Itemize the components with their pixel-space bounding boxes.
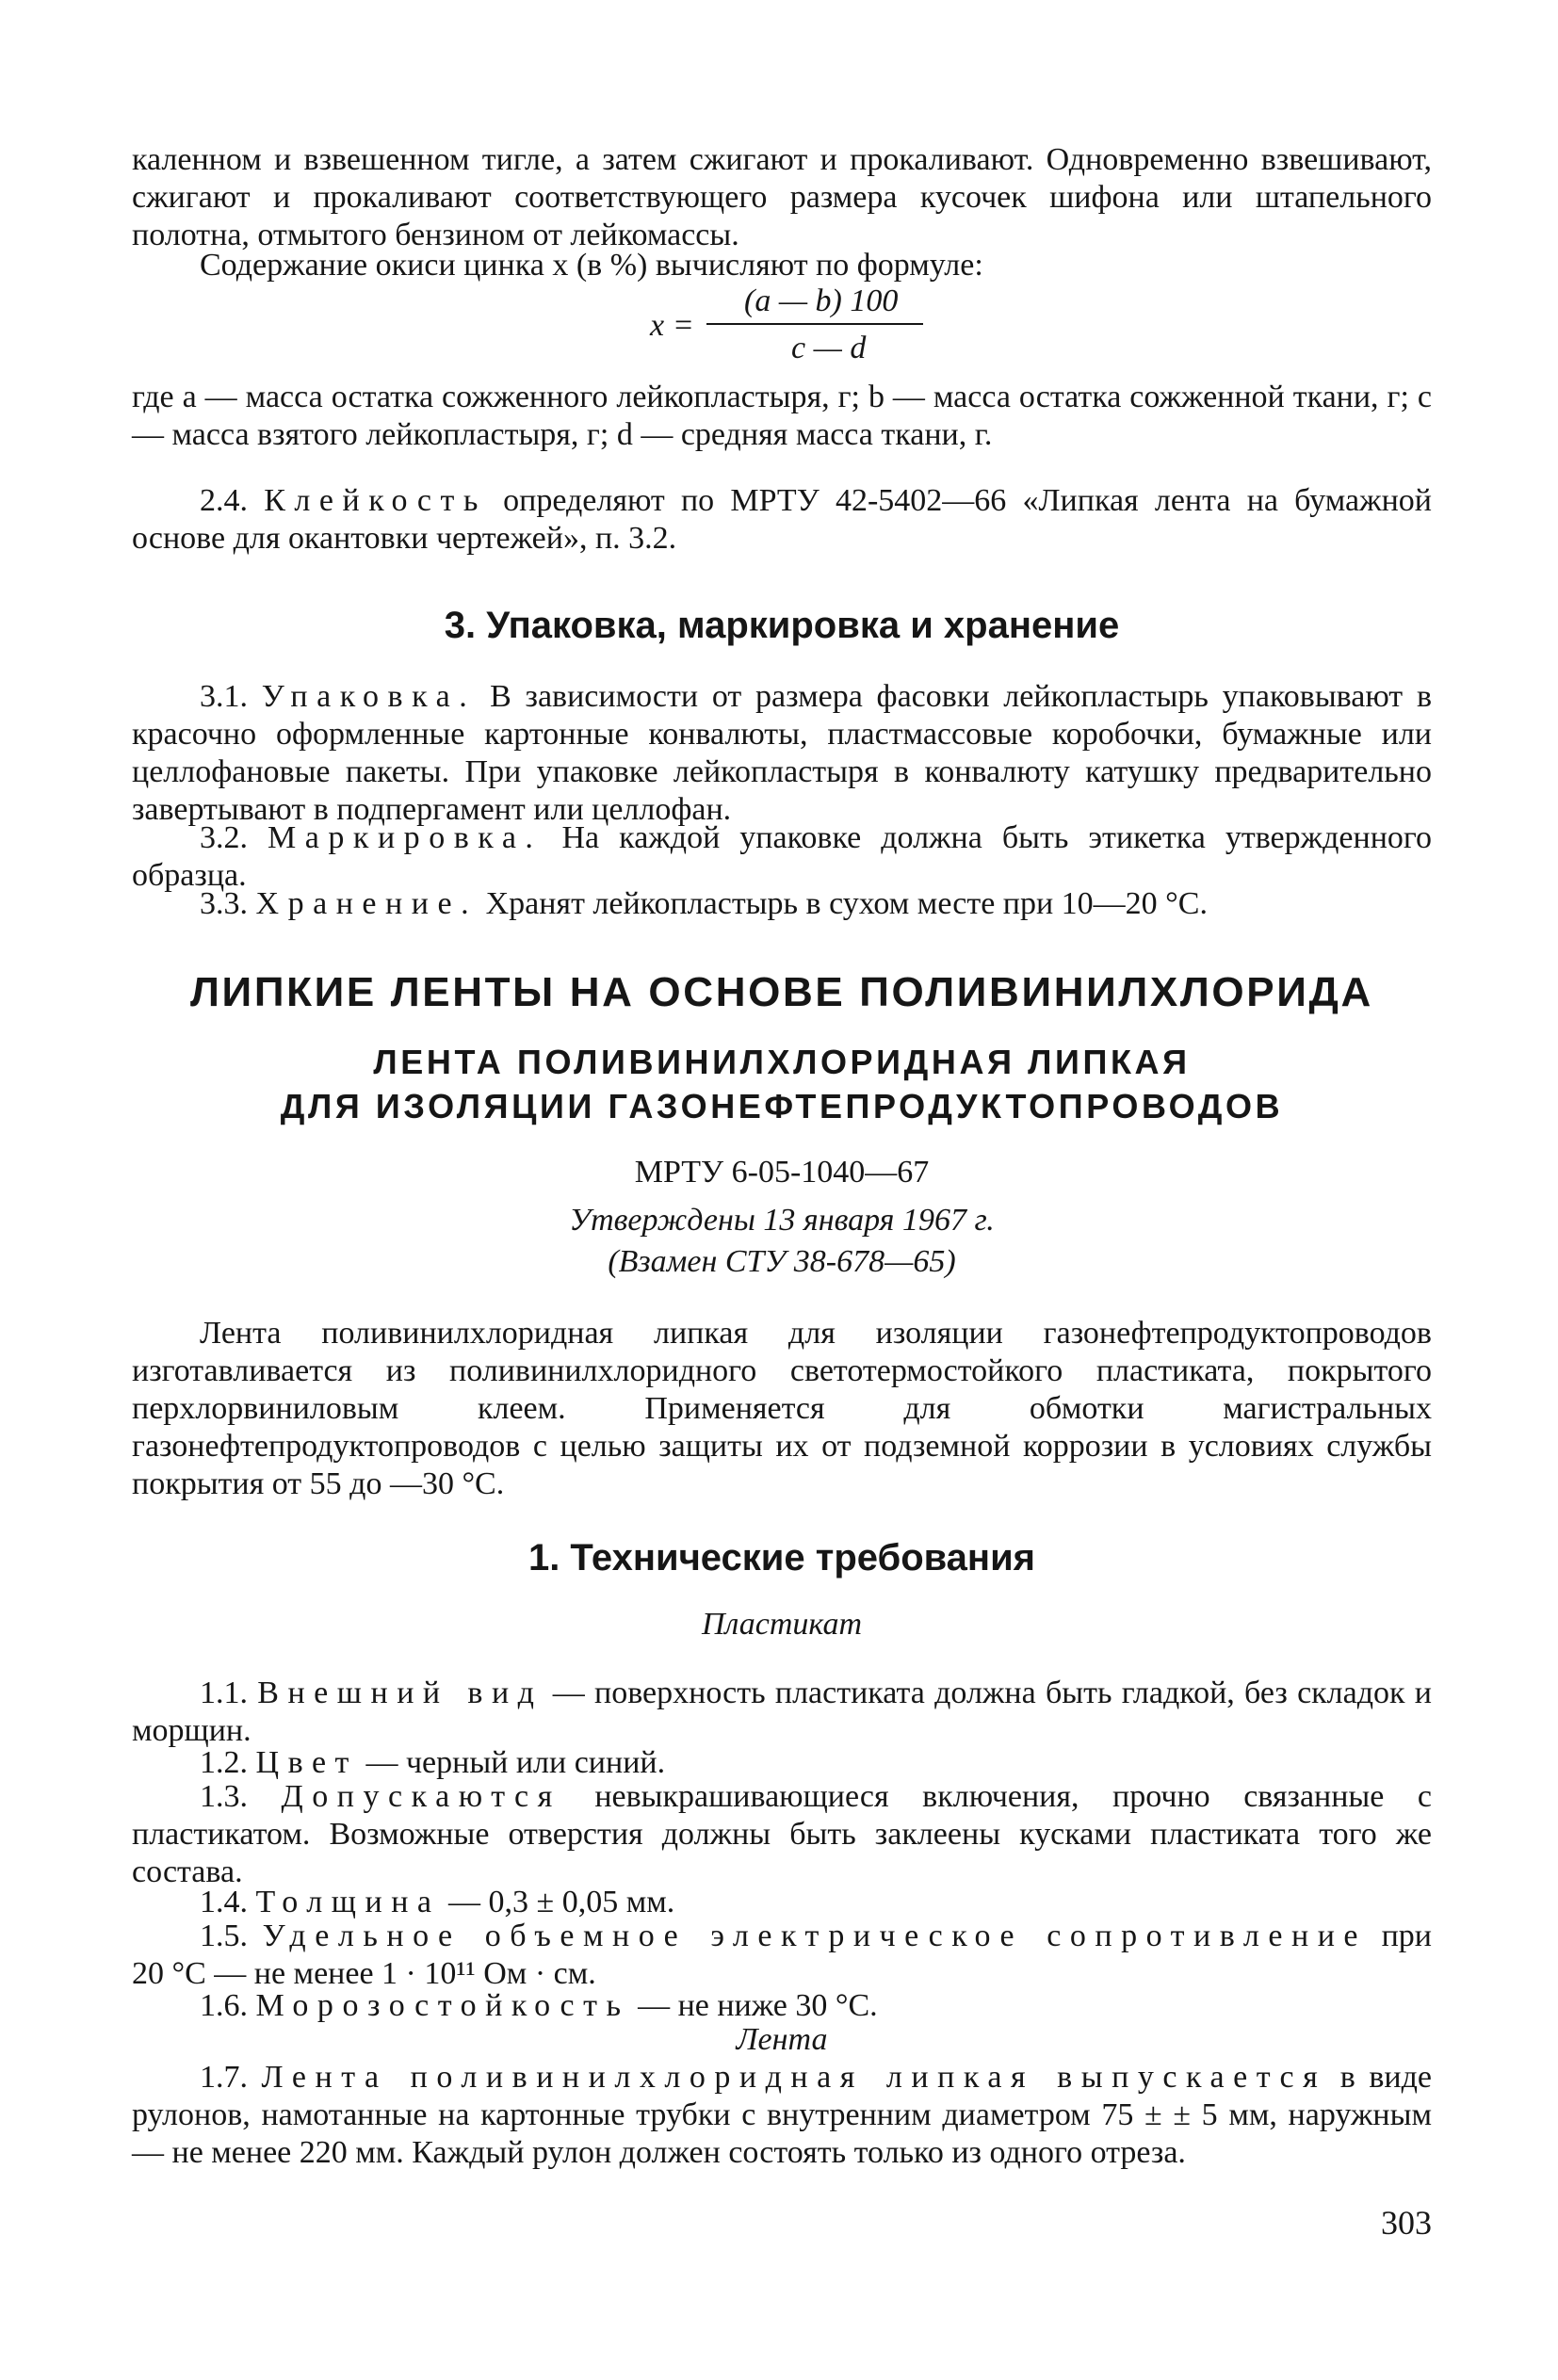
item-term: Удельное объемное электрическое сопротивление	[262, 1919, 1368, 1953]
formula	[650, 283, 951, 367]
paragraph-continuation: каленном и взвешенном тигле, а затем сжигают и прокаливают. Одновременно взвешивают, сжигают и прокаливают соответствующего размера кусочек шифона или штапельного полотна, отмытого бензином от лейкомассы.	[132, 142, 1432, 252]
item-number: 3.2.	[200, 820, 248, 855]
paragraph-variables: где a — масса остатка сожженного лейкопластыря, г; b — масса остатка сожженной ткани, г; c — масса взятого лейкопластыря, г; d — средняя масса ткани, г.	[132, 380, 1432, 452]
item-number: 1.4.	[200, 1885, 248, 1919]
paragraph-3-3	[132, 885, 1432, 923]
paragraph-3-1	[132, 678, 1432, 829]
item-number: 1.2.	[200, 1745, 248, 1780]
item-text: — не ниже 30 °С.	[638, 1988, 878, 2023]
item-number: 2.4.	[200, 483, 248, 518]
item-1-6	[132, 1987, 1432, 2025]
formula-lhs: x	[650, 308, 665, 343]
standard-number: МРТУ 6-05-1040—67	[634, 1155, 930, 1190]
item-number: 1.3.	[200, 1779, 248, 1814]
item-1-1	[132, 1675, 1432, 1750]
item-number: 1.5.	[200, 1919, 248, 1953]
item-term: Допускаются	[281, 1779, 561, 1814]
item-1-5	[132, 1918, 1432, 1993]
item-number: 3.3.	[200, 886, 248, 921]
item-1-4	[132, 1884, 1432, 1921]
sub-heading-line-2: ДЛЯ ИЗОЛЯЦИИ ГАЗОНЕФТЕПРОДУКТОПРОВОДОВ	[280, 1087, 1284, 1125]
item-1-7	[132, 2059, 1432, 2172]
item-number: 1.7.	[200, 2060, 248, 2095]
item-text: — черный или синий.	[365, 1745, 666, 1780]
sub-heading-line-1: ЛЕНТА ПОЛИВИНИЛХЛОРИДНАЯ ЛИПКАЯ	[373, 1043, 1191, 1081]
item-term: Хранение.	[255, 886, 479, 921]
item-number: 1.6.	[200, 1988, 248, 2023]
item-text: — поверхность пластиката должна быть гладкой, без складок и морщин.	[132, 1676, 1432, 1748]
subheading-tape: Лента	[736, 2022, 828, 2057]
main-heading: ЛИПКИЕ ЛЕНТЫ НА ОСНОВЕ ПОЛИВИНИЛХЛОРИДА	[190, 969, 1373, 1015]
section-1-heading: 1. Технические требования	[527, 1537, 1036, 1579]
item-term: Маркировка.	[268, 820, 543, 855]
item-text: — 0,3 ± 0,05 мм.	[448, 1885, 675, 1919]
page-number: 303	[1381, 2204, 1432, 2242]
paragraph-formula-intro: Содержание окиси цинка x (в %) вычисляют по формуле:	[200, 248, 983, 283]
replaces-note: (Взамен СТУ 38-678—65)	[608, 1244, 956, 1279]
item-text: На каждой упаковке должна быть этикетка утвержденного образца.	[132, 820, 1433, 893]
formula-fraction-bar	[706, 323, 923, 325]
item-term: Цвет	[255, 1745, 358, 1780]
subheading-plastic: Пластикат	[701, 1607, 863, 1642]
item-term: Морозостойкость	[255, 1988, 630, 2023]
intro-paragraph: Лента поливинилхлоридная липкая для изоляции газонефтепродуктопроводов изготавливается из поливинилхлоридного светотермостойкого пластиката, покрытого перхлорвиниловым клеем. Применяется для обмотки магистральных газонефтепродуктопроводов с целью защиты их от подземной коррозии в условиях службы покрытия от 55 до —30 °С.	[132, 1316, 1432, 1501]
item-number: 1.1.	[200, 1676, 248, 1710]
formula-equals: =	[674, 308, 693, 343]
approval-date: Утверждены 13 января 1967 г.	[569, 1203, 995, 1238]
item-term: Толщина	[255, 1885, 441, 1919]
item-number: 3.1.	[200, 679, 248, 714]
paragraph-3-2	[132, 819, 1432, 895]
item-term: Клейкость	[264, 483, 487, 518]
item-text: определяют по МРТУ 42-5402—66 «Липкая лента на бумажной основе для окантовки чертежей», п. 3.2.	[132, 483, 1432, 556]
formula-numerator: (a — b) 100	[744, 283, 899, 318]
paragraph-2-4	[132, 482, 1432, 558]
item-text: Хранят лейкопластырь в сухом месте при 10—20 °С.	[485, 886, 1208, 921]
item-term: Внешний вид	[257, 1676, 544, 1710]
item-1-2	[132, 1744, 1432, 1782]
item-text: В зависимости от размера фасовки лейкопластырь упаковывают в красочно оформленные картонные конвалюты, пластмассовые коробочки, бумажные или целлофановые пакеты. При упаковке лейкопластыря в конвалюту катушку предварительно завертывают в подпергамент или целлофан.	[132, 679, 1432, 827]
item-term: Упаковка.	[261, 679, 477, 714]
section-3-heading: 3. Упаковка, маркировка и хранение	[444, 605, 1120, 646]
item-1-3	[132, 1778, 1432, 1891]
item-text: при 20 °С — не менее 1 · 10¹¹ Ом · см.	[132, 1919, 1432, 1991]
item-text: невыкрашивающиеся включения, прочно связанные с пластикатом. Возможные отверстия должны быть заклеены кусками пластиката того же состава.	[132, 1779, 1432, 1889]
item-term: Лента поливинилхлоридная липкая выпускается	[261, 2060, 1327, 2095]
formula-denominator: c — d	[791, 331, 867, 365]
item-text: в виде рулонов, намотанные на картонные трубки с внутренним диаметром 75 ± ± 5 мм, наружным — не менее 220 мм. Каждый рулон должен состоять только из одного отреза.	[132, 2060, 1432, 2170]
